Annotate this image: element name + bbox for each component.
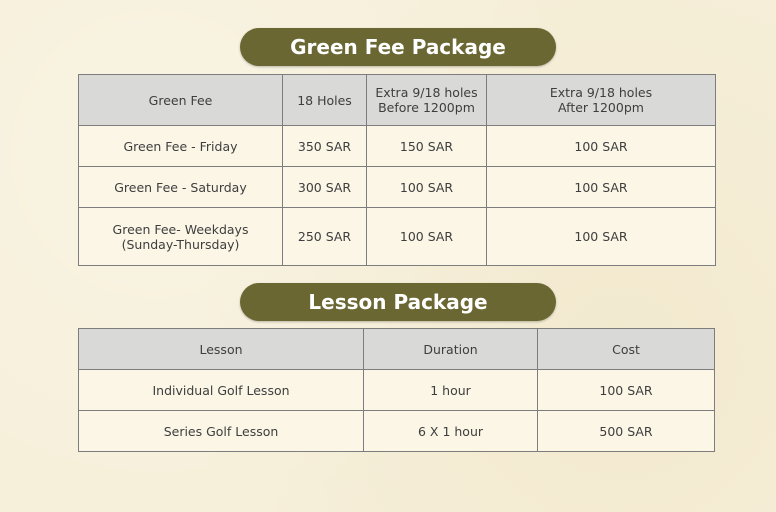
- price-cell: 300 SAR: [283, 167, 367, 208]
- table-row: [79, 126, 716, 167]
- header-extra-after: Extra 9/18 holes After 1200pm: [487, 75, 716, 126]
- price-cell: 100 SAR: [367, 167, 487, 208]
- header-green-fee: Green Fee: [79, 75, 283, 126]
- green-fee-package-title: Green Fee Package: [240, 28, 556, 66]
- fee-type-cell: Green Fee- Weekdays (Sunday-Thursday): [79, 208, 283, 266]
- header-cost: Cost: [538, 329, 715, 370]
- table-row: [79, 167, 716, 208]
- fee-type-cell: Green Fee - Saturday: [79, 167, 283, 208]
- price-cell: 250 SAR: [283, 208, 367, 266]
- cost-cell: 500 SAR: [538, 411, 715, 452]
- lesson-header-row: [79, 329, 715, 370]
- table-row: [79, 208, 716, 266]
- price-cell: 100 SAR: [487, 167, 716, 208]
- green-fee-header-row: [79, 75, 716, 126]
- price-cell: 150 SAR: [367, 126, 487, 167]
- table-row: [79, 411, 715, 452]
- green-fee-table: [78, 74, 716, 266]
- fee-type-cell: Green Fee - Friday: [79, 126, 283, 167]
- header-lesson: Lesson: [79, 329, 364, 370]
- duration-cell: 1 hour: [364, 370, 538, 411]
- price-cell: 350 SAR: [283, 126, 367, 167]
- lesson-name-cell: Series Golf Lesson: [79, 411, 364, 452]
- header-duration: Duration: [364, 329, 538, 370]
- lesson-name-cell: Individual Golf Lesson: [79, 370, 364, 411]
- lesson-table: [78, 328, 715, 452]
- price-cell: 100 SAR: [367, 208, 487, 266]
- header-extra-before: Extra 9/18 holes Before 1200pm: [367, 75, 487, 126]
- header-18-holes: 18 Holes: [283, 75, 367, 126]
- price-cell: 100 SAR: [487, 208, 716, 266]
- price-cell: 100 SAR: [487, 126, 716, 167]
- table-row: [79, 370, 715, 411]
- cost-cell: 100 SAR: [538, 370, 715, 411]
- lesson-package-title: Lesson Package: [240, 283, 556, 321]
- duration-cell: 6 X 1 hour: [364, 411, 538, 452]
